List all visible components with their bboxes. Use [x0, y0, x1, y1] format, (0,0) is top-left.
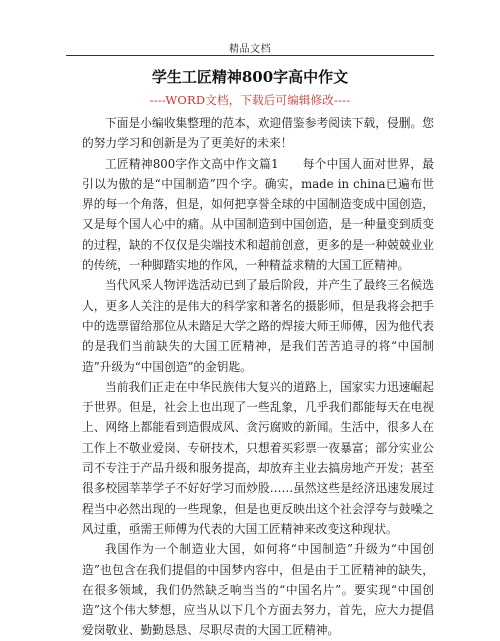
paragraph-intro: 下面是小编收集整理的范本，欢迎借鉴参考阅读下载，侵删。您的努力学习和创新是为了更美好的未来！ [82, 116, 434, 151]
document-subtitle: ----WORD文档，下载后可编辑修改---- [149, 93, 351, 107]
header-label: 精品文档 [229, 44, 271, 55]
document-body [82, 113, 434, 641]
paragraph-1: 工匠精神800字作文高中作文篇1 每个中国人面对世界，最引以为傲的是“中国制造”四个字。确实，made in china已遍布世界的每一个角落，但是，如何把享誉全球的中国制造变成中国创造，又是每个国人心中的痛。从中国制造到中国创造，是一种量变到质变的过程，缺的不仅仅是尖端技术和超前创意，更多的是一种兢兢业业的传统，一种脚踏实地的作风，一种精益求精的大国工匠精神。 [82, 156, 434, 273]
header-divider [66, 55, 434, 56]
page-header [0, 0, 500, 60]
paragraph-2: 当代风采人物评选活动已到了最后阶段，并产生了最终三名候选人，更多人关注的是伟大的科学家和著名的摄影师，但是我将会把手中的选票留给那位从未踏足大学之路的焊接大师王师傅，因为他代表的是我们当前缺失的大国工匠精神，是我们苦苦追寻的将“中国制造”升级为“中国创造”的金钥匙。 [82, 278, 434, 374]
paragraph-3: 当前我们正走在中华民族伟大复兴的道路上，国家实力迅速崛起于世界。但是，社会上也出现了一些乱象，几乎我们都能每天在电视上、网络上都能看到造假成风、贪污腐败的新闻。生活中，很多人在工作上不敬业爱岗、专研技术，只想着买彩票一夜暴富；部分实业公司不专注于产品升级和服务提高，却放弃主业去搞房地产开发；甚至很多校园莘莘学子不好好学习而炒股……虽然这些是经济迅速发展过程当中必然出现的一些现象，但是也更反映出这个社会浮夸与鼓噪之风过重，亟需王师傅为代表的大国工匠精神来改变这种现状。 [82, 379, 434, 536]
paragraph-4: 我国作为一个制造业大国，如何将“中国制造”升级为“中国创造”也包含在我们提倡的中国梦内容中，但是由于工匠精神的缺失，在很多领域，我们仍然缺乏响当当的“中国名片”。要实现“中国创造”这个伟大梦想，应当从以下几个方面去努力，首先，应大力提倡爱岗敬业、勤勤恳恳、尽职尽责的大国工匠精神。 [82, 542, 434, 638]
document-title: 学生工匠精神800字高中作文 [151, 68, 349, 86]
